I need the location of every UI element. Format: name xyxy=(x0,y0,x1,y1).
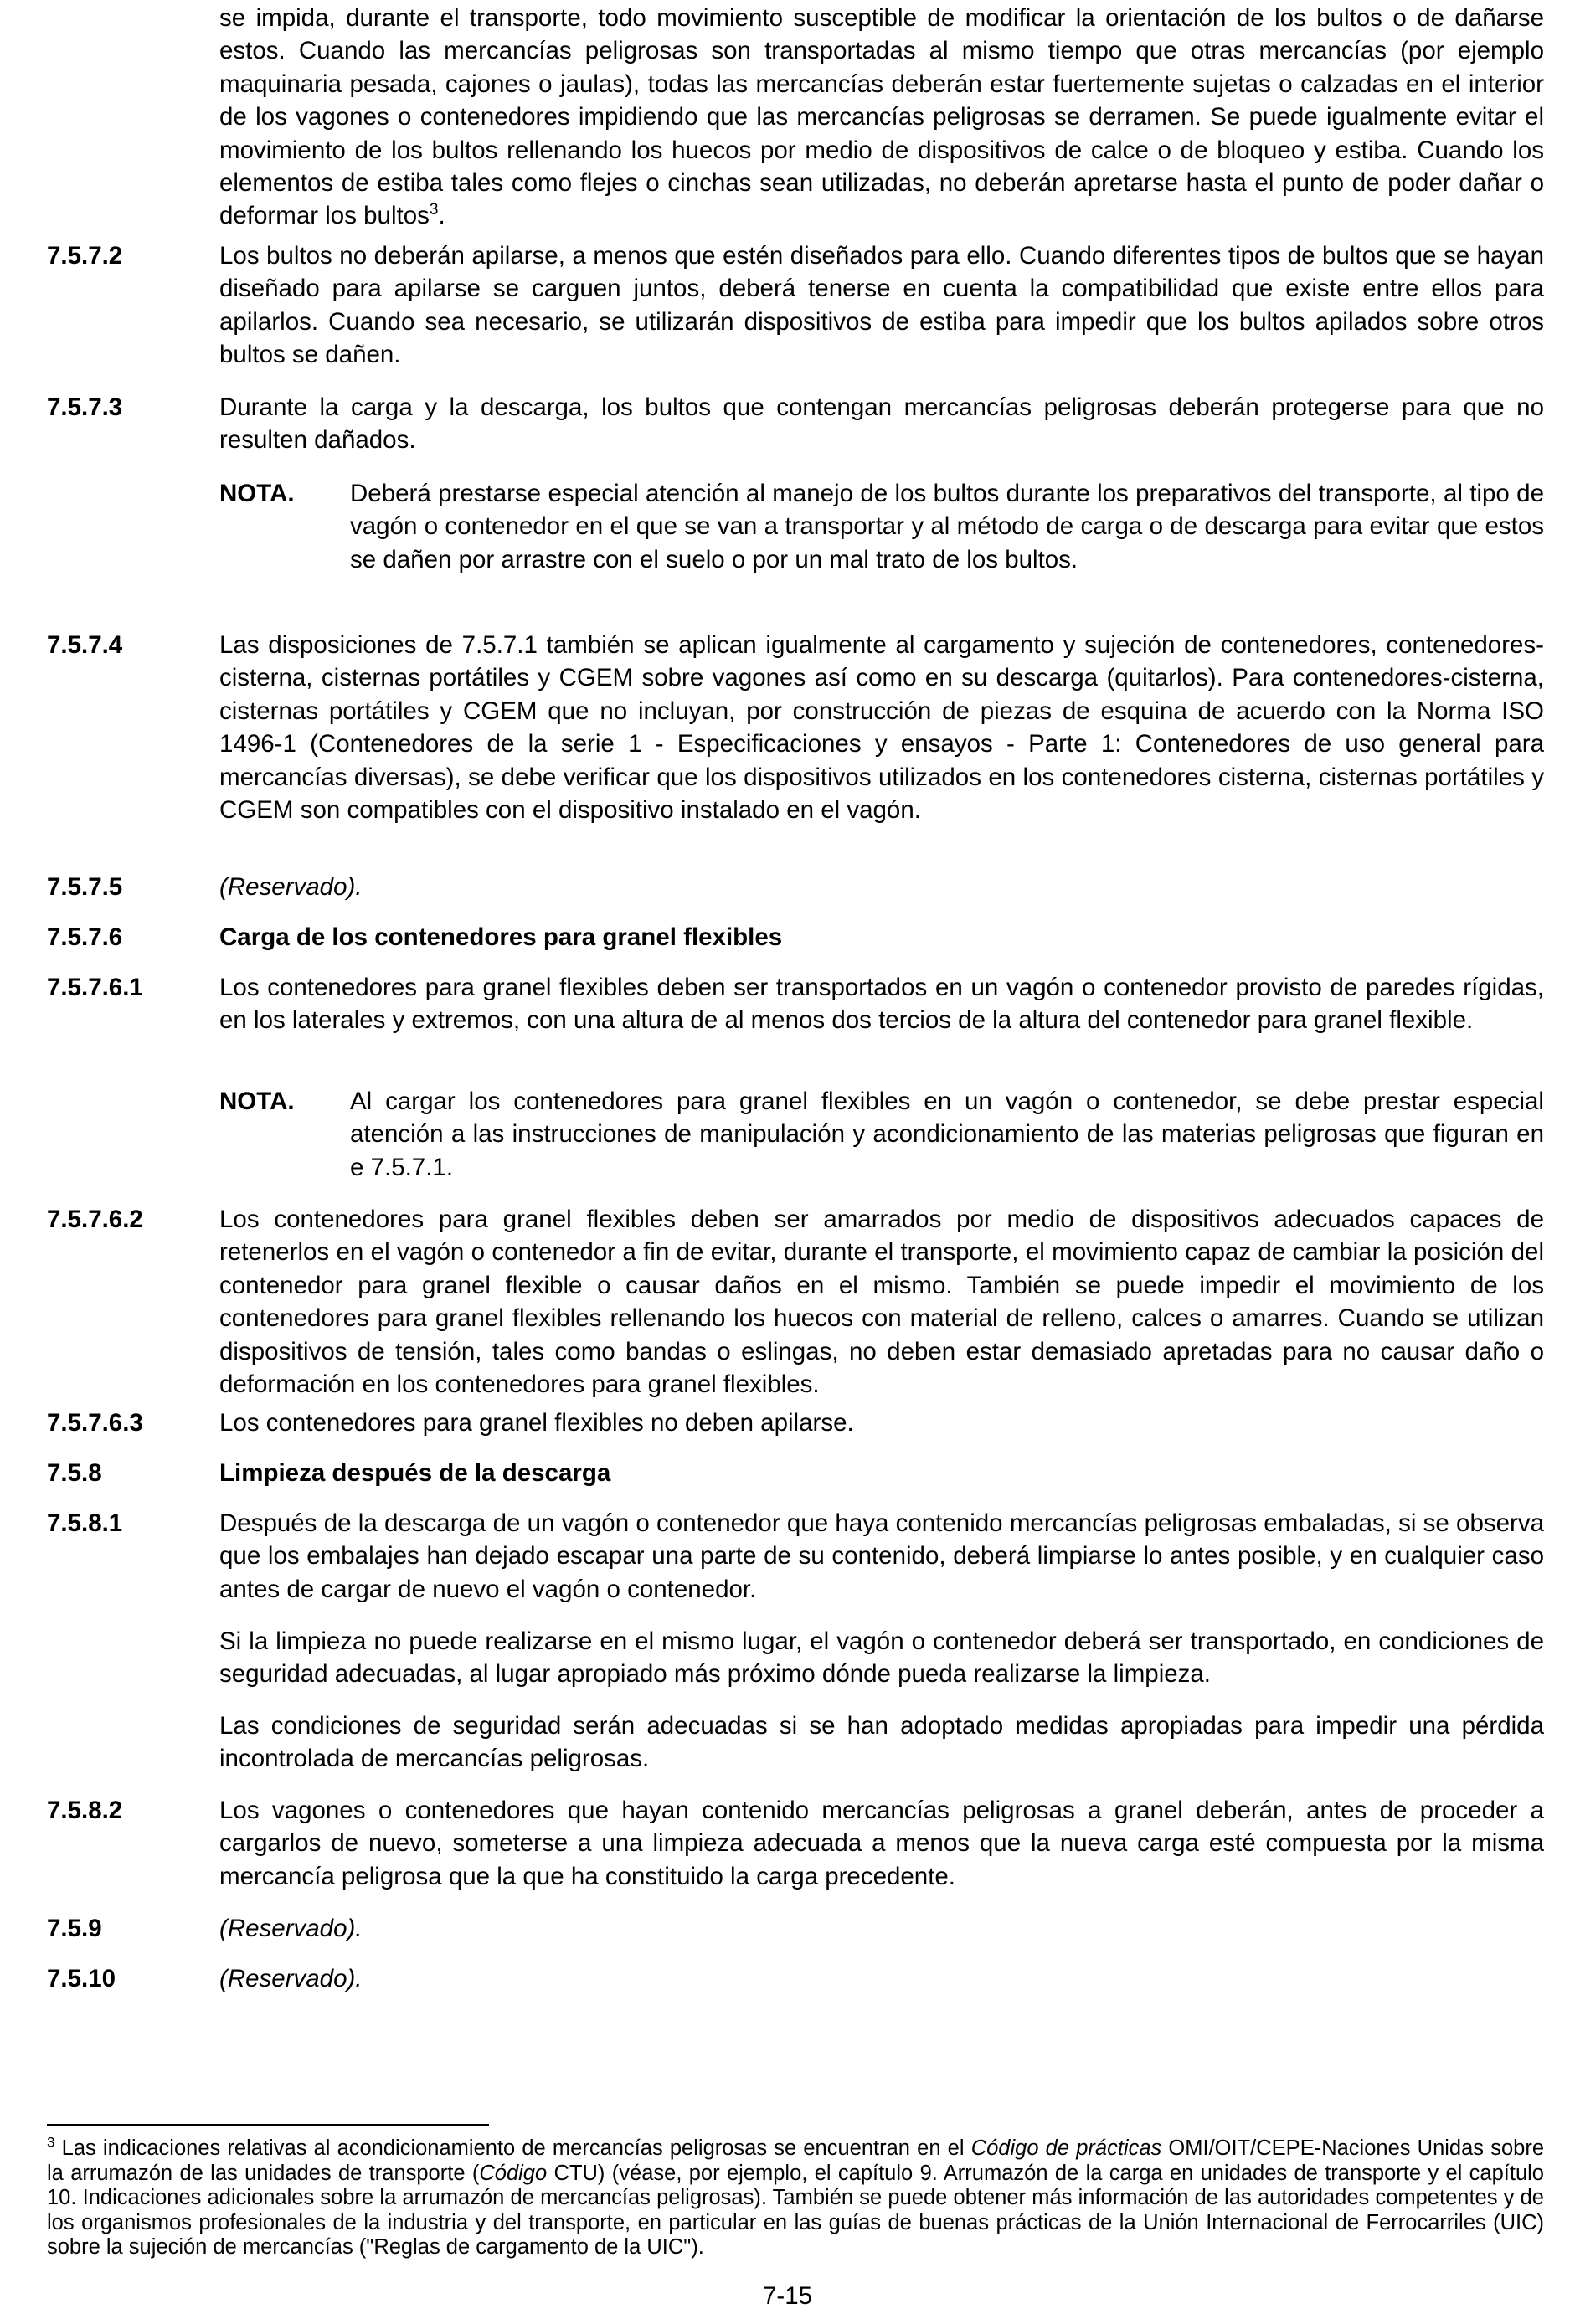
section-number: 7.5.7.3 xyxy=(47,393,123,421)
footnote-ref[interactable]: 3 xyxy=(429,201,439,219)
section-number: 7.5.9 xyxy=(47,1915,102,1942)
page-number: 7-15 xyxy=(762,2282,813,2310)
section-number: 7.5.7.5 xyxy=(47,873,123,901)
note-text: Al cargar los contenedores para granel flexibles en un vagón o contenedor, se debe prestar especial atención a las instrucciones de manipulación y acondicionamiento de las materias peligrosas que figuran en e 7.5.7.1. xyxy=(350,1087,1544,1181)
section-text: Las disposiciones de 7.5.7.1 también se aplican igualmente al cargamento y sujeción de contenedores, contenedores-cisterna, cisternas portátiles y CGEM sobre vagones así como en su descarga (quitarlos). Para contenedores-cisterna, cisternas portátiles y CGEM que no incluyan, por construcción de piezas de esquina de acuerdo con la Norma ISO 1496-1 (Contenedores de la serie 1 - Especificaciones y ensayos - Parte 1: Contenedores de uso general para mercancías diversas), se debe verificar que los dispositivos utilizados en los contenedores cisterna, cisternas portátiles y CGEM son compatibles con el dispositivo instalado en el vagón. xyxy=(219,631,1544,825)
section-text: Las condiciones de seguridad serán adecuadas si se han adoptado medidas apropiadas para impedir una pérdida incontrolada de mercancías peligrosas. xyxy=(219,1712,1544,1773)
footnote-divider xyxy=(47,2124,489,2126)
section-number: 7.5.10 xyxy=(47,1965,116,1992)
section-heading: Limpieza después de la descarga xyxy=(219,1459,611,1487)
intro-paragraph: se impida, durante el transporte, todo movimiento susceptible de modificar la orientación de los bultos o de dañarse estos. Cuando las mercancías peligrosas son transportadas al mismo tiempo que otras mercancías (por ejemplo maquinaria pesada, cajones o jaulas), todas las mercancías deberán estar fuertemente sujetas o calzadas en el interior de los vagones o contenedores impidiendo que las mercancías peligrosas se derramen. Se puede igualmente evitar el movimiento de los bultos rellenando los huecos por medio de dispositivos de calce o de bloqueo y estiba. Cuando los elementos de estiba tales como flejes o cinchas sean utilizadas, no deberán apretarse hasta el punto de poder dañar o deformar los bultos$^3$. xyxy=(219,4,1544,230)
section-text: Los vagones o contenedores que hayan contenido mercancías peligrosas a granel deberán, antes de proceder a cargarlos de nuevo, someterse a una limpieza adecuada a menos que la nueva carga esté compuesta por la misma mercancía peligrosa que la que ha constituido la carga precedente. xyxy=(219,1797,1544,1890)
section-number: 7.5.7.4 xyxy=(47,631,123,659)
section-number: 7.5.8 xyxy=(47,1459,102,1487)
section-text: Si la limpieza no puede realizarse en el mismo lugar, el vagón o contenedor deberá ser transportado, en condiciones de seguridad adecuadas, al lugar apropiado más próximo dónde pueda realizarse la limpieza. xyxy=(219,1627,1544,1689)
section-text: Los contenedores para granel flexibles deben ser amarrados por medio de dispositivos adecuados capaces de retenerlos en el vagón o contenedor a fin de evitar, durante el transporte, el movimiento capaz de cambiar la posición del contenedor para granel flexible o causar daños en el mismo. También se puede impedir el movimiento de los contenedores para granel flexibles rellenando los huecos con material de relleno, calces o amarres. Cuando se utilizan dispositivos de tensión, tales como bandas o eslingas, no deben estar demasiado apretadas para no causar daño o deformación en los contenedores para granel flexibles. xyxy=(219,1206,1544,1399)
note-label: NOTA. xyxy=(219,480,295,507)
section-number: 7.5.7.2 xyxy=(47,242,123,270)
section-number: 7.5.7.6.2 xyxy=(47,1206,143,1233)
section-number: 7.5.7.6 xyxy=(47,923,123,951)
section-text: (Reservado). xyxy=(219,1915,363,1942)
note-text: Deberá prestarse especial atención al manejo de los bultos durante los preparativos del transporte, al tipo de vagón o contenedor en el que se van a transportar y al método de carga o de descarga para evitar que estos se dañen por arrastre con el suelo o por un mal trato de los bultos. xyxy=(350,480,1544,573)
section-text: Durante la carga y la descarga, los bultos que contengan mercancías peligrosas deberán protegerse para que no resulten dañados. xyxy=(219,393,1544,455)
footnote: $^3$ Las indicaciones relativas al acondicionamiento de mercancías peligrosas se encuentran en el Código de prácticas OMI/OIT/CEPE-Naciones Unidas sobre la arrumazón de las unidades de transporte (Código CTU) (véase, por ejemplo, el capítulo 9. Arrumazón de la carga en unidades de transporte y el capítulo 10. Indicaciones adicionales sobre la arrumazón de mercancías peligrosas). También se puede obtener más información de las autoridades competentes y de los organismos profesionales de la industria y del transporte, en particular en las guías de buenas prácticas de la Unión Internacional de Ferrocarriles (UIC) sobre la sujeción de mercancías ("Reglas de cargamento de la UIC"). xyxy=(47,2134,1545,2260)
section-number: 7.5.7.6.1 xyxy=(47,974,143,1001)
section-text: Los contenedores para granel flexibles deben ser transportados en un vagón o contenedor provisto de paredes rígidas, en los laterales y extremos, con una altura de al menos dos tercios de la altura del contenedor para granel flexible. xyxy=(219,974,1544,1035)
section-text: (Reservado). xyxy=(219,873,363,901)
section-text: Los contenedores para granel flexibles no deben apilarse. xyxy=(219,1409,854,1437)
section-number: 7.5.8.2 xyxy=(47,1797,123,1824)
section-number: 7.5.7.6.3 xyxy=(47,1409,143,1437)
section-heading: Carga de los contenedores para granel flexibles xyxy=(219,923,783,951)
section-text: (Reservado). xyxy=(219,1965,363,1992)
note-label: NOTA. xyxy=(219,1087,295,1115)
section-number: 7.5.8.1 xyxy=(47,1509,123,1537)
section-text: Después de la descarga de un vagón o contenedor que haya contenido mercancías peligrosas embaladas, si se observa que los embalajes han dejado escapar una parte de su contenido, deberá limpiarse lo antes posible, y en cualquier caso antes de cargar de nuevo el vagón o contenedor. xyxy=(219,1509,1544,1603)
section-text: Los bultos no deberán apilarse, a menos que estén diseñados para ello. Cuando diferentes tipos de bultos que se hayan diseñado para apilarse se carguen juntos, deberá tenerse en cuenta la compatibilidad que existe entre ellos para apilarlos. Cuando sea necesario, se utilizarán dispositivos de estiba para impedir que los bultos apilados sobre otros bultos se dañen. xyxy=(219,242,1544,369)
